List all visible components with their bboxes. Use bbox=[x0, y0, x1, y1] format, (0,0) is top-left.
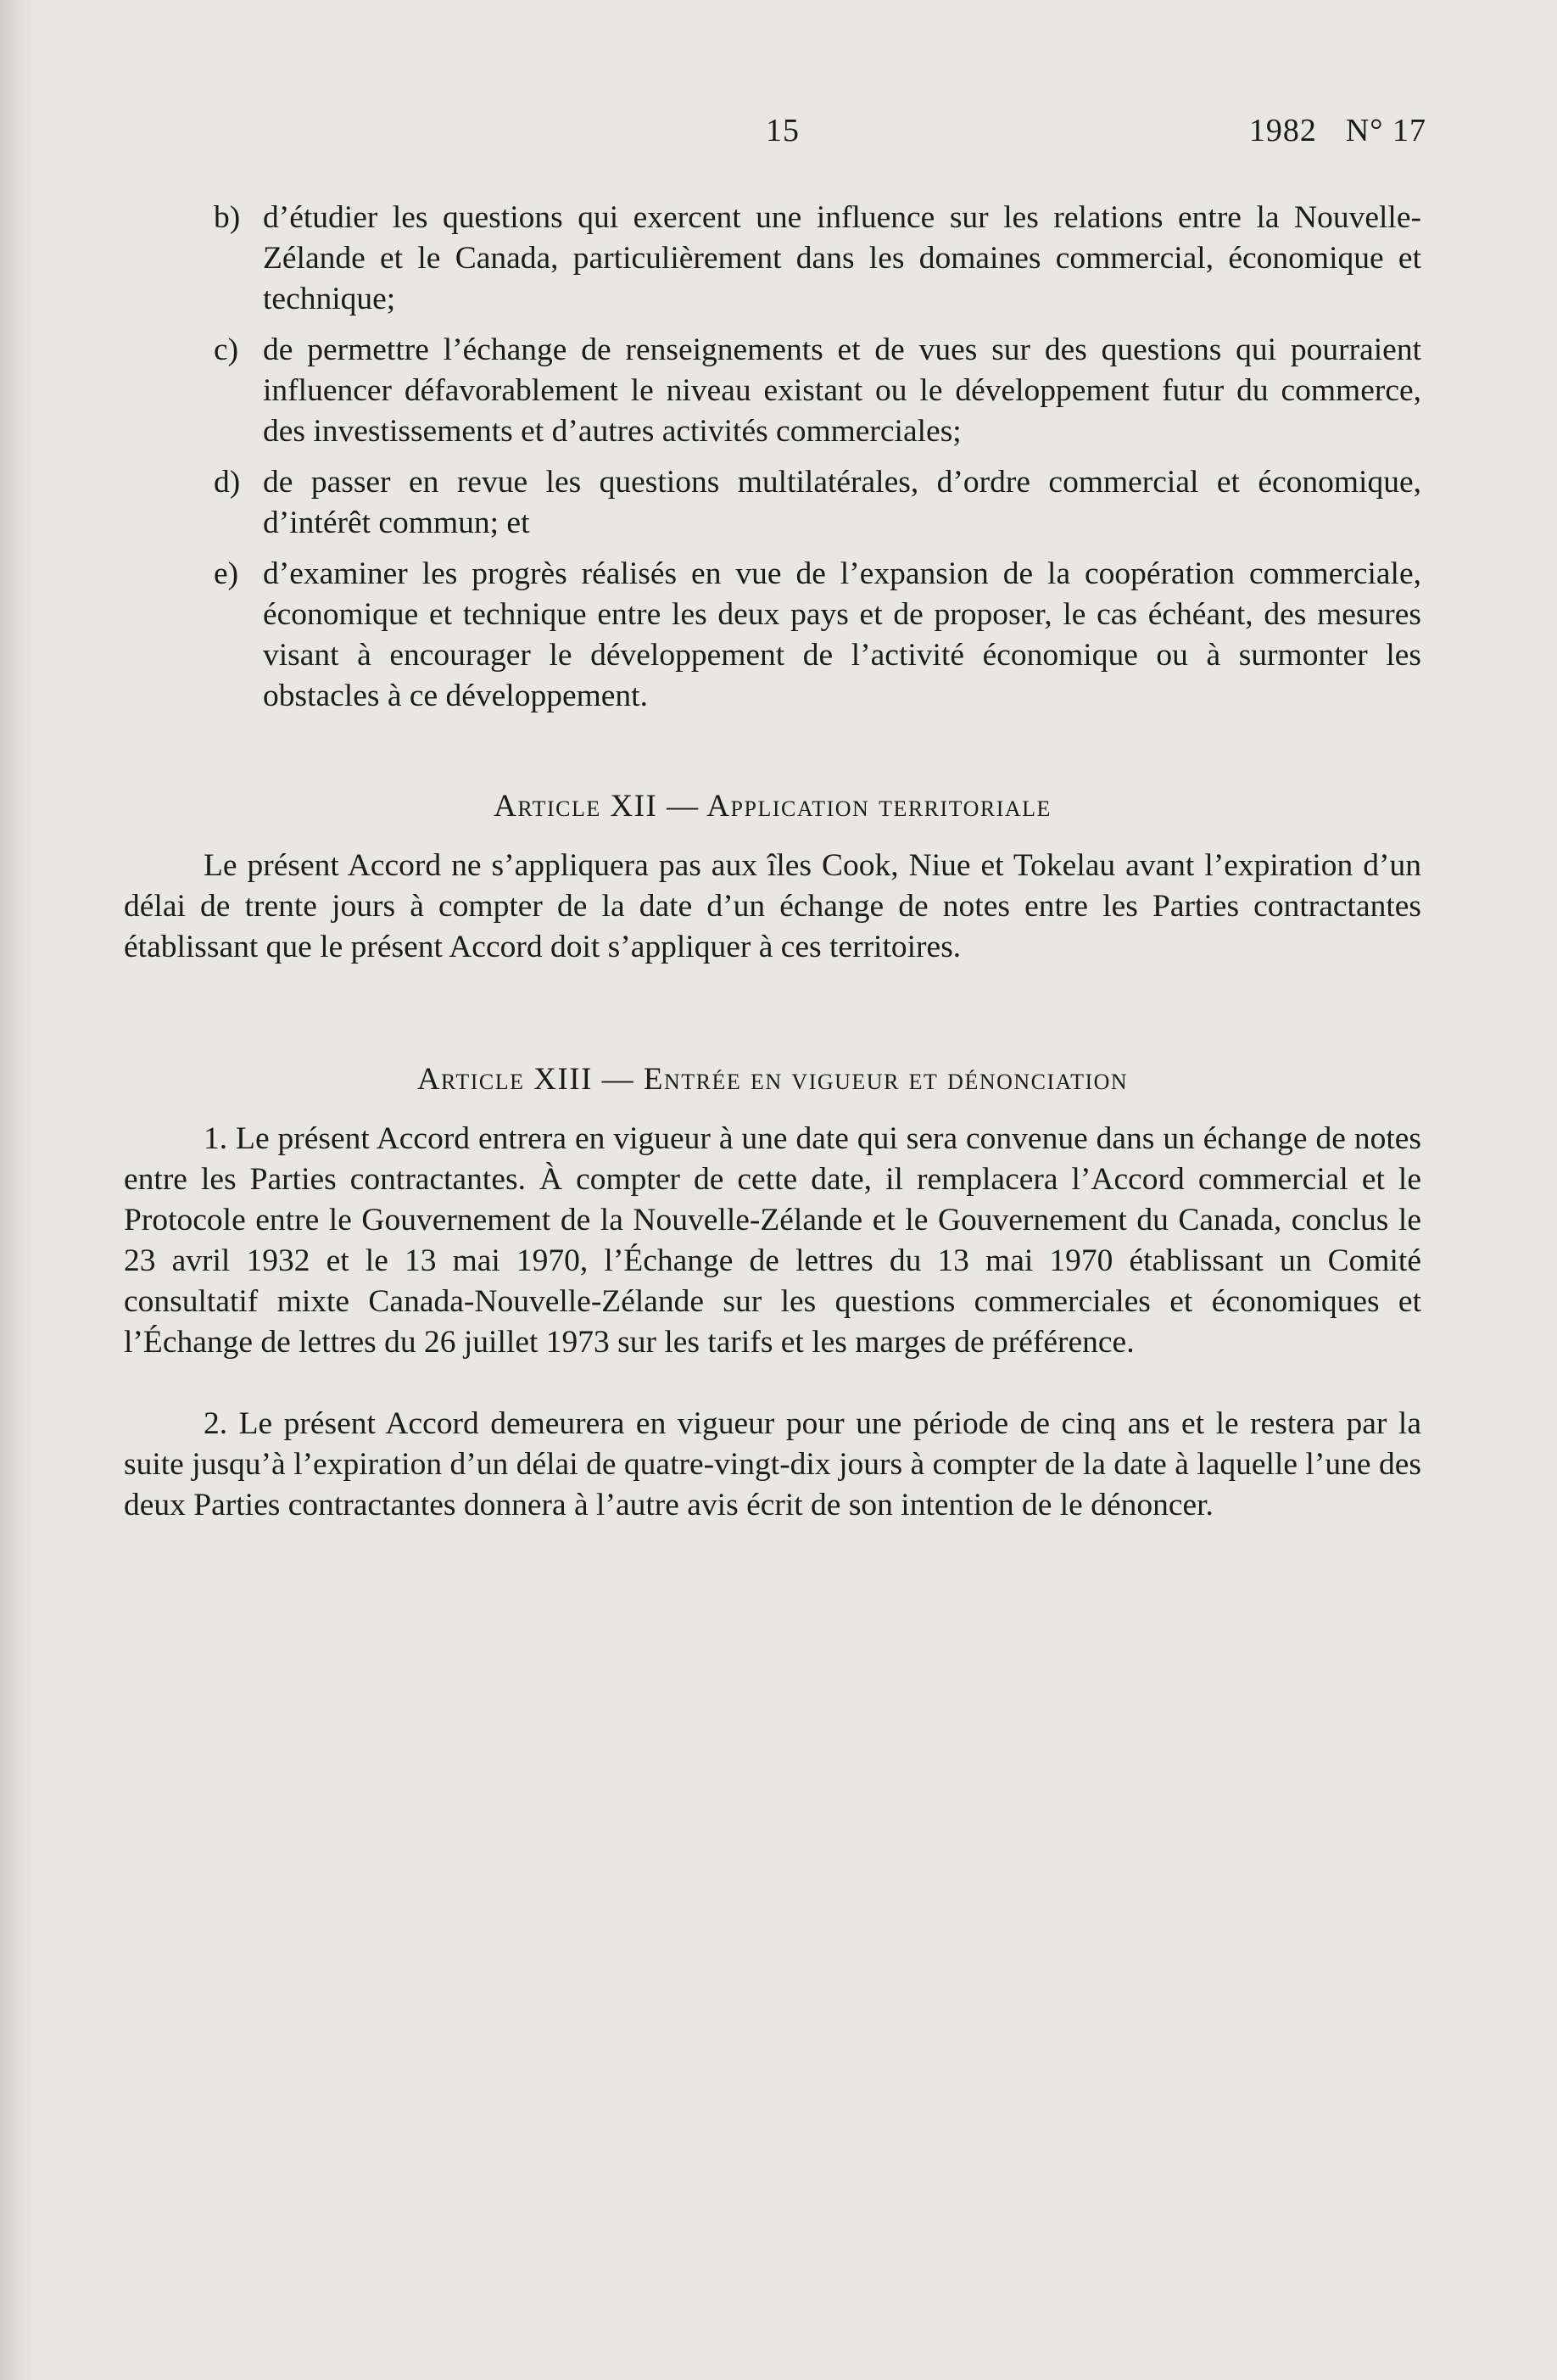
list-item bbox=[124, 198, 1421, 320]
article-13-heading: Article XIII — Entrée en vigueur et dénonciation bbox=[416, 1062, 1129, 1097]
reference-year: 1982 bbox=[1248, 113, 1317, 148]
reference-number: N° 17 bbox=[1345, 113, 1426, 148]
list-item-label: e) bbox=[214, 556, 239, 591]
list-item bbox=[124, 330, 1421, 452]
page-body bbox=[124, 198, 1421, 1526]
list-item bbox=[124, 462, 1421, 544]
list-item-text: de passer en revue les questions multilatérales, d’ordre commercial et économique, d’intérêt commun; et bbox=[263, 465, 1421, 540]
document-reference bbox=[1249, 112, 1426, 149]
article-13-paragraph-1: 1. Le présent Accord entrera en vigueur à une date qui sera convenue dans un échange de notes entre les Parties contractantes. À compter de cette date, il remplacera l’Accord commercial et le Protocole entre le Gouvernement de la Nouvelle-Zélande et le Gouvernement du Canada, conclus le 23 avril 1932 et le 13 mai 1970, l’Échange de lettres du 13 mai 1970 établissant un Comité consultatif mixte Canada-Nouvelle-Zélande sur les questions commerciales et économiques et l’Échange de lettres du 26 juillet 1973 sur les tarifs et les marges de préférence. bbox=[124, 1121, 1421, 1360]
page-number: 15 bbox=[766, 113, 800, 148]
list-item bbox=[124, 554, 1421, 717]
article-13-paragraph-2: 2. Le présent Accord demeurera en vigueur pour une période de cinq ans et le restera par la suite jusqu’à l’expiration d’un délai de quatre-vingt-dix jours à compter de la date à laquelle l’une des deux Parties contractantes donnera à l’autre avis écrit de son intention de le dénoncer. bbox=[124, 1406, 1421, 1522]
list-item-text: d’étudier les questions qui exercent une influence sur les relations entre la Nouvelle-Zélande et le Canada, particulièrement dans les domaines commercial, économique et technique; bbox=[263, 200, 1421, 316]
list-item-label: b) bbox=[214, 200, 241, 235]
binding-gutter bbox=[0, 0, 34, 2380]
list-item-text: de permettre l’échange de renseignements et de vues sur des questions qui pourraient influencer défavorablement le niveau existant ou le développement futur du commerce, des investissements et d’autres activités commerciales; bbox=[263, 332, 1421, 449]
list-item-text: d’examiner les progrès réalisés en vue de l’expansion de la coopération commerciale, économique et technique entre les deux pays et de proposer, le cas échéant, des mesures visant à encourager le développement de l’activité économique ou à surmonter les obstacles à ce développement. bbox=[263, 556, 1421, 713]
article-12-text: Le présent Accord ne s’appliquera pas aux îles Cook, Niue et Tokelau avant l’expiration d’un délai de trente jours à compter de la date d’un échange de notes entre les Parties contractantes établissant que le présent Accord doit s’appliquer à ces territoires. bbox=[124, 848, 1421, 964]
list-item-label: d) bbox=[214, 465, 241, 500]
article-12-heading: Article XII — Application territoriale bbox=[494, 789, 1052, 824]
list-item-label: c) bbox=[214, 332, 239, 367]
